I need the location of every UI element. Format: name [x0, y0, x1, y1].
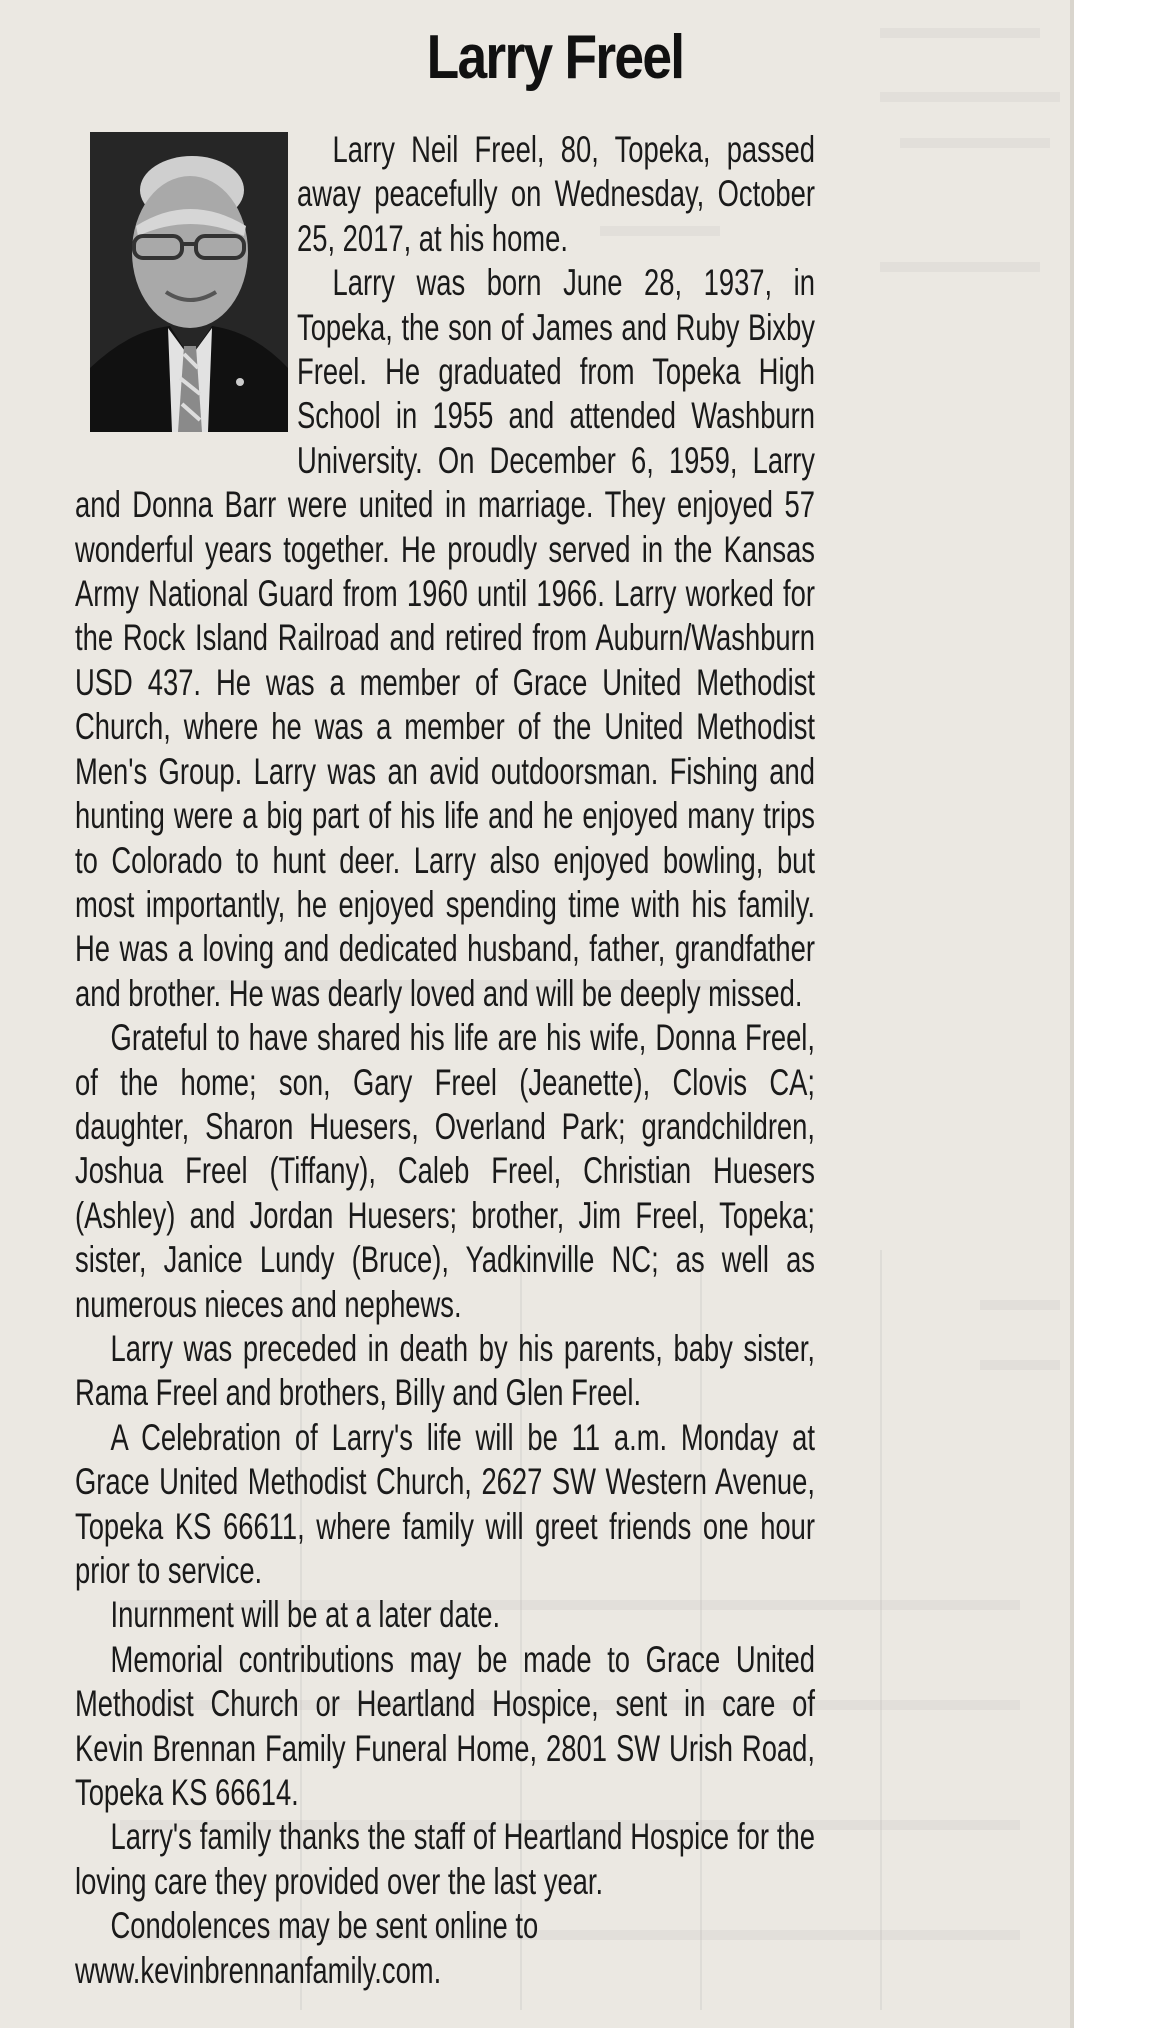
obituary-paragraph-preceded: Larry was preceded in death by his parents, baby sister, Rama Freel and brothers, Billy and Glen Freel. [75, 1327, 815, 1414]
obituary-paragraph-thanks: Larry's family thanks the staff of Heartland Hospice for the loving care they provided over the last year. [75, 1816, 815, 1902]
obituary-body [75, 128, 815, 1993]
obituary-paragraph-inurnment: Inurnment will be at a later date. [110, 1594, 501, 1636]
photo-wrap-space [75, 128, 297, 442]
obituary-paragraph-survivors: Grateful to have shared his life are his wife, Donna Freel, of the home; son, Gary Freel (Jeanette), Clovis CA; daughter, Sharon Huesers, Overland Park; grandchildren, Joshua Freel (Tiffany), Caleb Freel, Christian Huesers (Ashley) and Jordan Huesers; brother, Jim Freel, Topeka; sister, Janice Lundy (Bruce), Yadkinville NC; as well as numerous nieces and nephews. [75, 1017, 815, 1325]
paper-edge [1070, 0, 1074, 2028]
obituary-paragraph-biography: Larry was born June 28, 1937, in Topeka, the son of James and Ruby Bixby Freel. He graduated from Topeka High School in 1955 and attended Washburn University. On December 6, 1959, Larry and Donna Barr were united in marriage. They enjoyed 57 wonderful years together. He proudly served in the Kansas Army National Guard from 1960 until 1966. Larry worked for the Rock Island Railroad and retired from Auburn/Washburn USD 437. He was a member of Grace United Methodist Church, where he was a member of the United Methodist Men's Group. Larry was an avid outdoorsman. Fishing and hunting were a big part of his life and he enjoyed many trips to Colorado to hunt deer. Larry also enjoyed bowling, but most importantly, he enjoyed spending time with his family. He was a loving and dedicated husband, father, grandfather and brother. He was dearly loved and will be deeply missed. [75, 262, 815, 1014]
obituary-paragraph-condolences: Condolences may be sent online to www.kevinbrennanfamily.com. [75, 1905, 539, 1991]
obituary-paragraph-announcement: Larry Neil Freel, 80, Topeka, passed away peacefully on Wednesday, October 25, 2017, at his home. [297, 129, 815, 259]
obituary-title: Larry Freel [426, 23, 684, 92]
obituary-paragraph-service: A Celebration of Larry's life will be 11 a.m. Monday at Grace United Methodist Church, 2627 SW Western Avenue, Topeka KS 66611, where family will greet friends one hour prior to service. [75, 1416, 815, 1591]
obituary-paragraph-memorials: Memorial contributions may be made to Grace United Methodist Church or Heartland Hospice, sent in care of Kevin Brennan Family Funeral Home, 2801 SW Urish Road, Topeka KS 66614. [75, 1638, 815, 1814]
